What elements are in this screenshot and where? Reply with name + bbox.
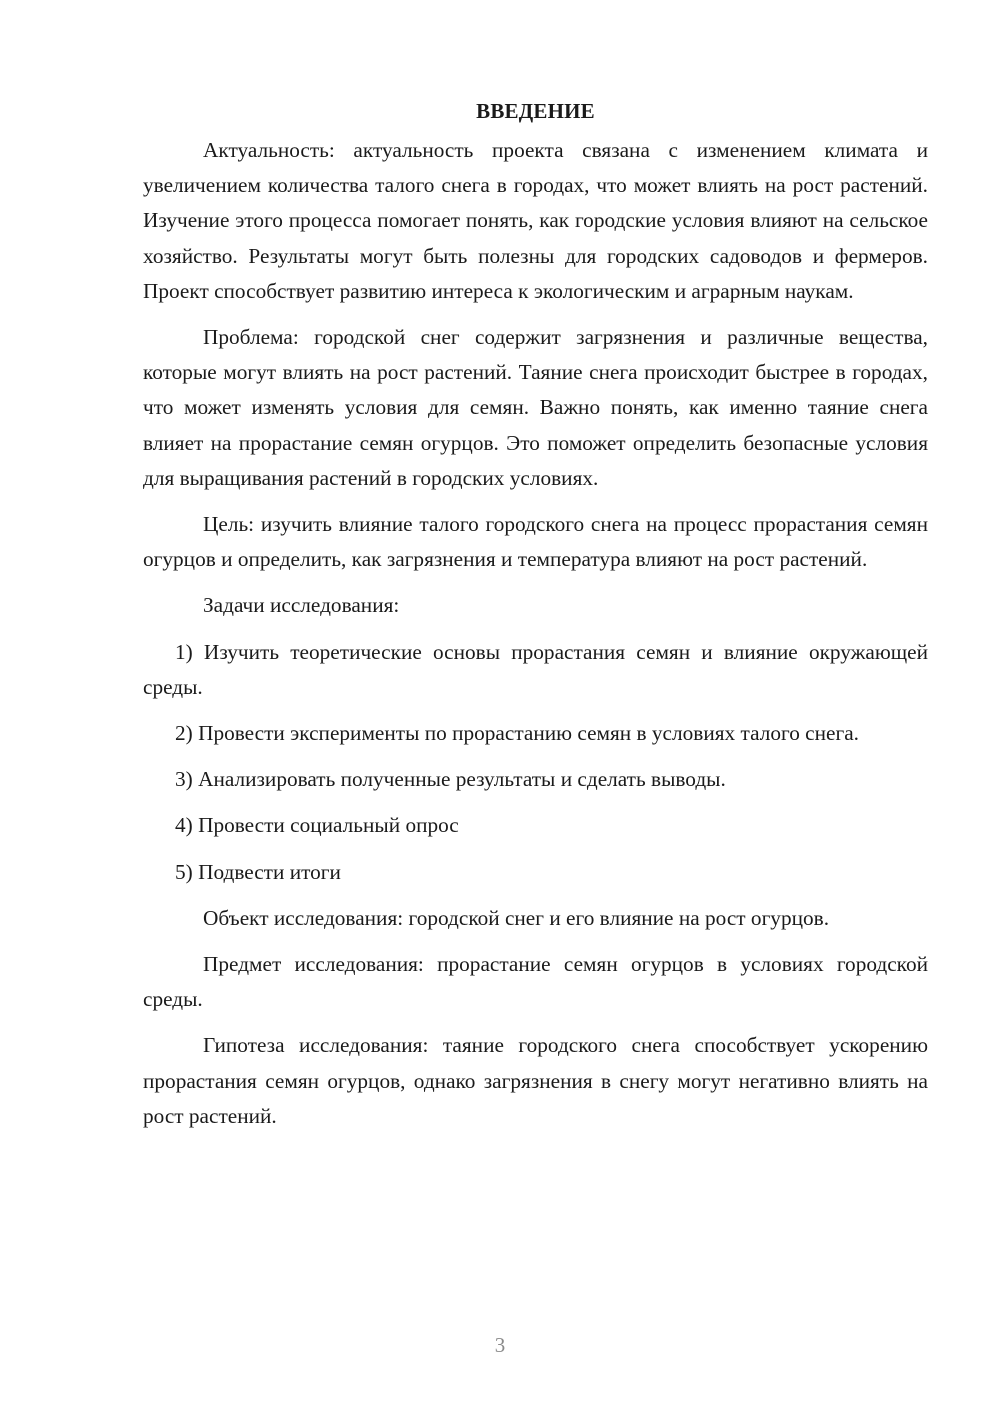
- paragraph-relevance: Актуальность: актуальность проекта связана с изменением климата и увеличением количества талого снега в городах, что может влиять на рост растений. Изучение этого процесса помогает понять, как городские условия влияют на сельское хозяйство. Результаты могут быть полезны для городских садоводов и фермеров. Проект способствует развитию интереса к экологическим и аграрным наукам.: [143, 138, 928, 303]
- paragraph-object: Объект исследования: городской снег и его влияние на рост огурцов.: [203, 905, 830, 930]
- paragraph-hypothesis: Гипотеза исследования: таяние городского снега способствует ускорению прорастания семян огурцов, однако загрязнения в снегу могут негативно влиять на рост растений.: [143, 1033, 928, 1128]
- paragraph-tasks-heading: Задачи исследования:: [203, 593, 400, 618]
- paragraph-problem: Проблема: городской снег содержит загрязнения и различные вещества, которые могут влиять на рост растений. Таяние снега происходит быстрее в городах, что может изменять условия для семян. Важно понять, как именно таяние снега влияет на прорастание семян огурцов. Это поможет определить безопасные условия для выращивания растений в городских условиях.: [143, 325, 928, 490]
- paragraph-subject: Предмет исследования: прорастание семян огурцов в условиях городской среды.: [143, 952, 928, 1012]
- task-item-2: 2) Провести эксперименты по прорастанию семян в условиях талого снега.: [175, 721, 859, 746]
- task-item-3: 3) Анализировать полученные результаты и сделать выводы.: [175, 767, 726, 792]
- task-item-1: 1) Изучить теоретические основы прорастания семян и влияние окружающей среды.: [143, 639, 928, 699]
- task-item-5: 5) Подвести итоги: [175, 859, 341, 884]
- document-page: [143, 94, 928, 1134]
- section-heading: ВВЕДЕНИЕ: [476, 99, 595, 123]
- paragraph-goal: Цель: изучить влияние талого городского снега на процесс прорастания семян огурцов и определить, как загрязнения и температура влияют на рост растений.: [143, 512, 928, 572]
- page-number: 3: [494, 1333, 506, 1357]
- task-item-4: 4) Провести социальный опрос: [175, 813, 459, 838]
